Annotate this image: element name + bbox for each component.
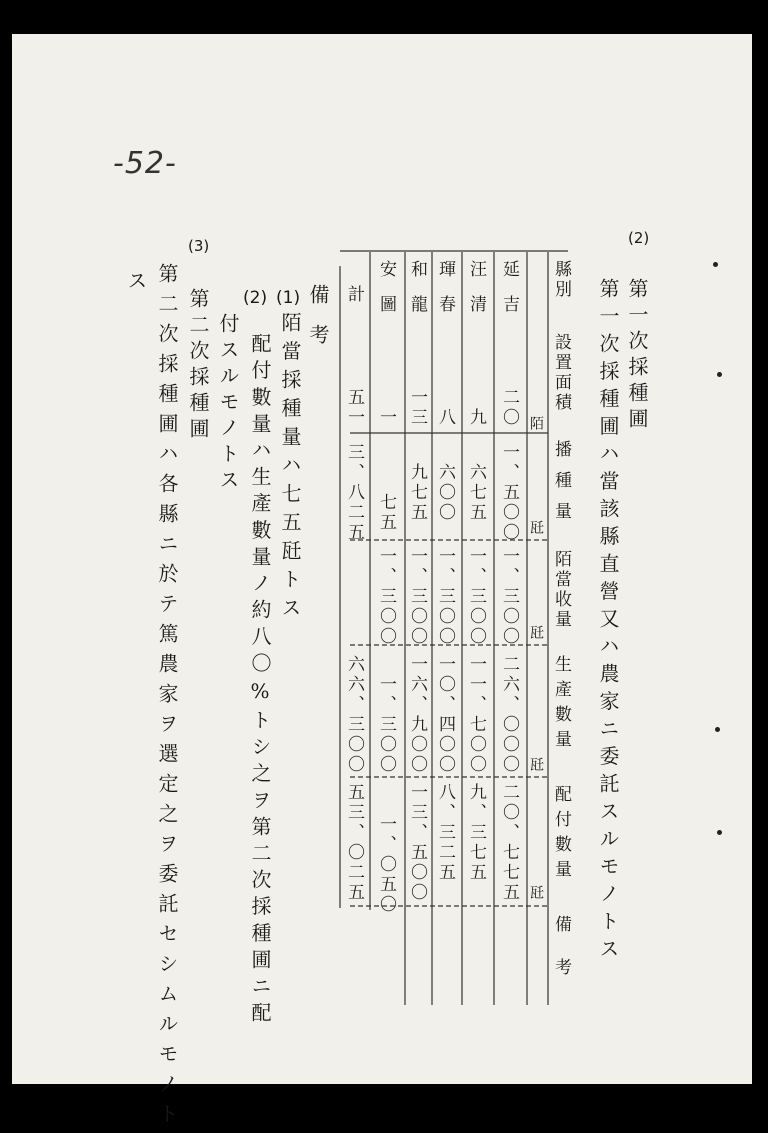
table-row-seed: 九七五 [407, 463, 427, 523]
table-row-distribution: 八、三二五 [435, 783, 455, 883]
table-row-production: 二六、〇〇〇 [499, 655, 519, 775]
table-row-area: 五一 [344, 388, 364, 428]
table-row-area: 九 [466, 408, 486, 428]
section2-heading: 第一次採種圃 [625, 278, 649, 434]
table-row-yield: 一、三〇〇 [407, 547, 427, 647]
remarks-item2-line2: 付スルモノトス [216, 313, 240, 495]
remarks-heading: 備考 [306, 284, 330, 364]
table-row-prefecture: 安圖 [376, 260, 396, 330]
table-row-prefecture: 琿春 [435, 260, 455, 330]
scan-speck [717, 372, 722, 377]
section3-marker: (3) [188, 237, 210, 255]
table-row-distribution: 一、〇五〇 [376, 815, 396, 915]
header-distribution: 配付數量 [551, 785, 571, 885]
remarks-item1: 陌當採種量ハ七五瓩トス [278, 312, 302, 626]
remarks-item2-marker: (2) [243, 288, 268, 308]
table-row-prefecture: 計 [344, 285, 364, 305]
table-row-production: 六六、三〇〇 [344, 655, 364, 775]
table-row-distribution: 五三、〇二五 [344, 783, 364, 903]
scan-speck [713, 262, 718, 267]
table-row-production: 一、三〇〇 [376, 675, 396, 775]
remarks-item2-line1: 配付數量ハ生產數量ノ約八〇%トシ之ヲ第二次採種圃ニ配 [248, 333, 272, 1029]
table-row-production: 一六、九〇〇 [407, 655, 427, 775]
scan-speck [717, 830, 722, 835]
section3-heading: 第二次採種圃 [186, 288, 210, 444]
table-row-seed: 一、五〇〇 [499, 443, 519, 543]
page-number: -52- [113, 146, 177, 181]
table-row-area: 一三 [407, 388, 427, 428]
table-row-yield: 一、三〇〇 [499, 547, 519, 647]
header-production: 生產數量 [551, 655, 571, 755]
table-row-seed: 六七五 [466, 463, 486, 523]
section3-body-line1: 第二次採種圃ハ各縣ニ於テ篤農家ヲ選定之ヲ委託セシムルモノト [155, 263, 179, 1133]
header-remarks: 備考 [551, 915, 571, 1001]
header-seed: 播種量 [551, 440, 571, 533]
section2-body: 第一次採種圃ハ當該縣直營又ハ農家ニ委託スルモノトス [596, 278, 620, 966]
table-row-seed: 三、八二五 [344, 443, 364, 543]
section2-marker: (2) [628, 229, 650, 247]
header-yield: 陌當收量 [551, 550, 571, 630]
table-row-seed: 七五 [376, 493, 396, 533]
table-row-yield: 一、三〇〇 [466, 547, 486, 647]
unit-production: 瓩 [528, 757, 544, 774]
table-row-prefecture: 和龍 [407, 260, 427, 330]
header-prefecture: 縣別 [551, 260, 571, 300]
header-area: 設置面積 [551, 333, 571, 413]
table-row-yield: 一、三〇〇 [376, 547, 396, 647]
table-row-prefecture: 汪清 [466, 260, 486, 330]
table-row-distribution: 一三、五〇〇 [407, 783, 427, 903]
unit-seed: 瓩 [528, 520, 544, 537]
unit-area: 陌 [528, 416, 544, 433]
table-row-area: 八 [435, 408, 455, 428]
unit-distribution: 瓩 [528, 885, 544, 902]
scan-speck [715, 727, 720, 732]
table-row-production: 一〇、四〇〇 [435, 655, 455, 775]
table-row-area: 二〇 [499, 388, 519, 428]
remarks-item1-marker: (1) [276, 288, 301, 308]
table-row-yield: 一、三〇〇 [435, 547, 455, 647]
table-row-area: 一 [376, 408, 396, 428]
unit-yield: 瓩 [528, 625, 544, 642]
section3-body-line2: ス [124, 270, 148, 296]
table-row-prefecture: 延吉 [499, 260, 519, 330]
table-row-seed: 六〇〇 [435, 463, 455, 523]
table-row-distribution: 二〇、七七五 [499, 783, 519, 903]
table-row-distribution: 九、三七五 [466, 783, 486, 883]
table-row-production: 一一、七〇〇 [466, 655, 486, 775]
